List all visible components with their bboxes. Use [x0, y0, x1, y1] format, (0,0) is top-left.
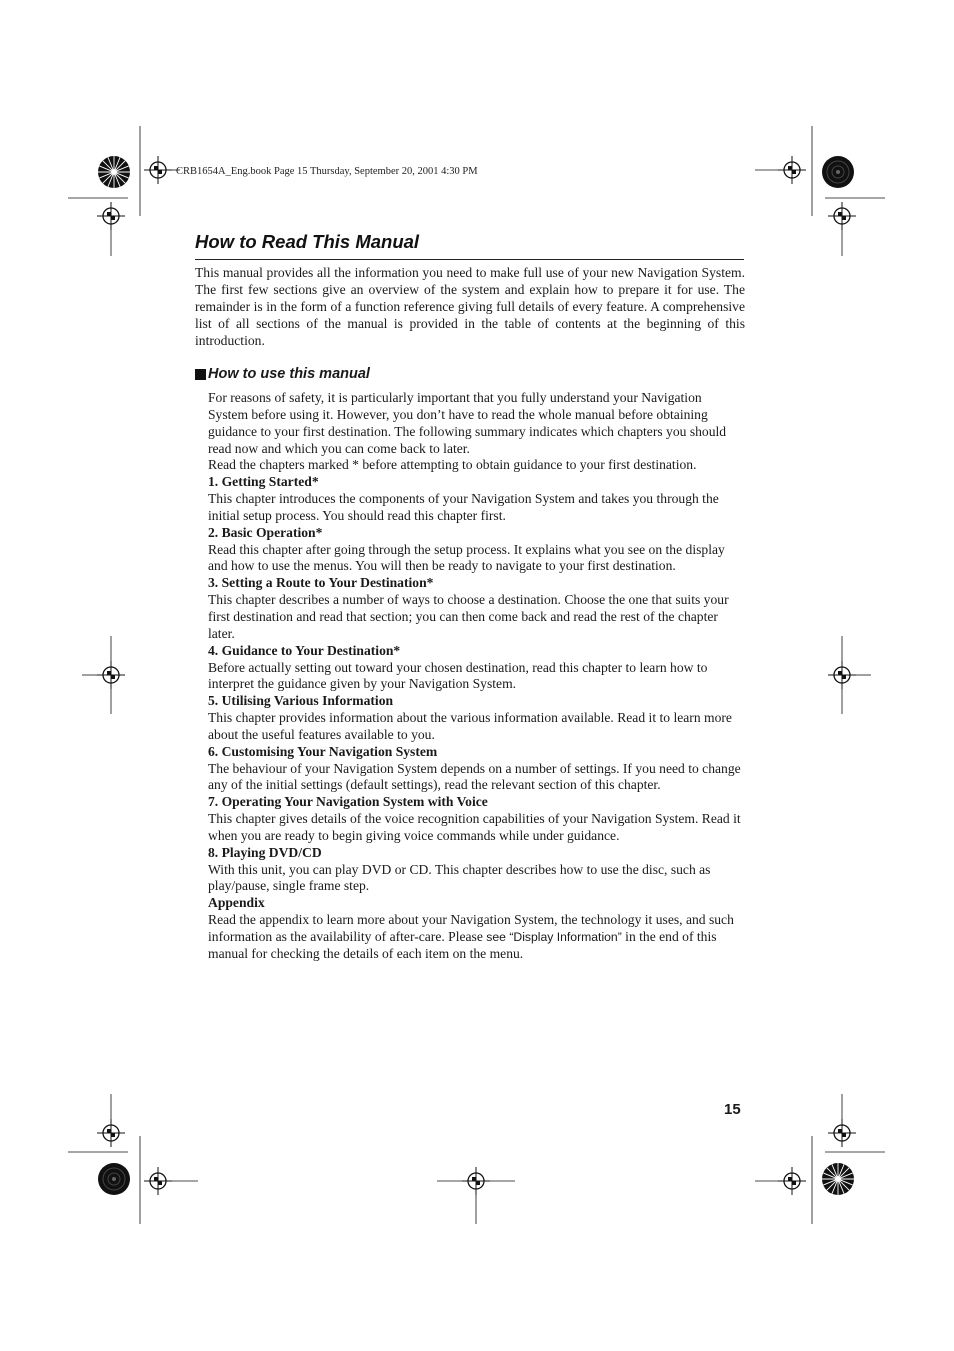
- body-paragraph: For reasons of safety, it is particularly important that you fully understand your Navigation System before using it. However, you don’t have to read the whole manual before obtaining guidance to your first destination. The following summary indicates which chapters you should read now and which you can come back to later.: [208, 390, 727, 456]
- chapter-description: Before actually setting out toward your chosen destination, read this chapter to learn how to interpret the guidance given by your Navigation System.: [208, 659, 708, 692]
- page-number: 15: [724, 1101, 741, 1118]
- subsection-heading: [195, 366, 370, 382]
- chapter-description: Read this chapter after going through the setup process. It explains what you see on the display and how to use the menus. You will then be ready to navigate to your first destination.: [208, 541, 725, 574]
- appendix-text-before: Read the appendix to learn more about your Navigation System, the technology it uses, and such information as the availability of after-care. Please: [208, 912, 734, 944]
- chapter-description: This chapter gives details of the voice recognition capabilities of your Navigation System. Read it when you are ready to begin giving voice commands while under guidance.: [208, 811, 741, 843]
- chapter-heading: 3. Setting a Route to Your Destination*: [208, 575, 434, 591]
- title-divider: [195, 259, 744, 260]
- chapter-description: This chapter describes a number of ways to choose a destination. Choose the one that suits your first destination and read that section; you can then come back and read the rest of the chapter later.: [208, 592, 729, 641]
- chapter-heading: 8. Playing DVD/CD: [208, 844, 322, 860]
- section-title: How to Read This Manual: [195, 231, 420, 252]
- subsection-title: How to use this manual: [208, 366, 370, 382]
- body-paragraph: Read the chapters marked * before attempting to obtain guidance to your first destination.: [208, 457, 697, 473]
- appendix-description: [208, 912, 745, 963]
- display-information-reference: see “Display Information”: [486, 930, 622, 944]
- chapter-heading: 2. Basic Operation*: [208, 524, 323, 540]
- chapter-description: With this unit, you can play DVD or CD. This chapter describes how to use the disc, such as play/pause, single frame step.: [208, 861, 711, 894]
- chapter-description: This chapter provides information about the various information available. Read it to learn more about the useful features available to you.: [208, 710, 732, 742]
- appendix-heading: Appendix: [208, 895, 265, 911]
- chapter-description: The behaviour of your Navigation System depends on a number of settings. If you need to change any of the initial settings (default settings), read the relevant section of this chapter.: [208, 760, 741, 793]
- chapter-heading: 5. Utilising Various Information: [208, 693, 394, 709]
- square-bullet-icon: [195, 369, 206, 380]
- chapter-heading: 4. Guidance to Your Destination*: [208, 642, 401, 658]
- intro-paragraph: This manual provides all the information you need to make full use of your new Navigation System. The first few sections give an overview of the system and explain how to prepare it for use. The remainder is in the form of a function reference giving full details of every feature. A comprehensive list of all sections of the manual is provided in the table of contents at the beginning of this introduction.: [195, 265, 745, 348]
- chapter-heading: 6. Customising Your Navigation System: [208, 743, 438, 759]
- chapter-description: This chapter introduces the components of your Navigation System and takes you through the initial setup process. You should read this chapter first.: [208, 491, 719, 523]
- chapter-heading: 1. Getting Started*: [208, 474, 319, 490]
- chapter-heading: 7. Operating Your Navigation System with Voice: [208, 794, 488, 810]
- file-info-header: CRB1654A_Eng.book Page 15 Thursday, September 20, 2001 4:30 PM: [176, 166, 478, 177]
- subsection-body: [208, 390, 745, 963]
- appendix-text-after: in the end of this manual for checking the details of each item on the menu.: [208, 929, 717, 961]
